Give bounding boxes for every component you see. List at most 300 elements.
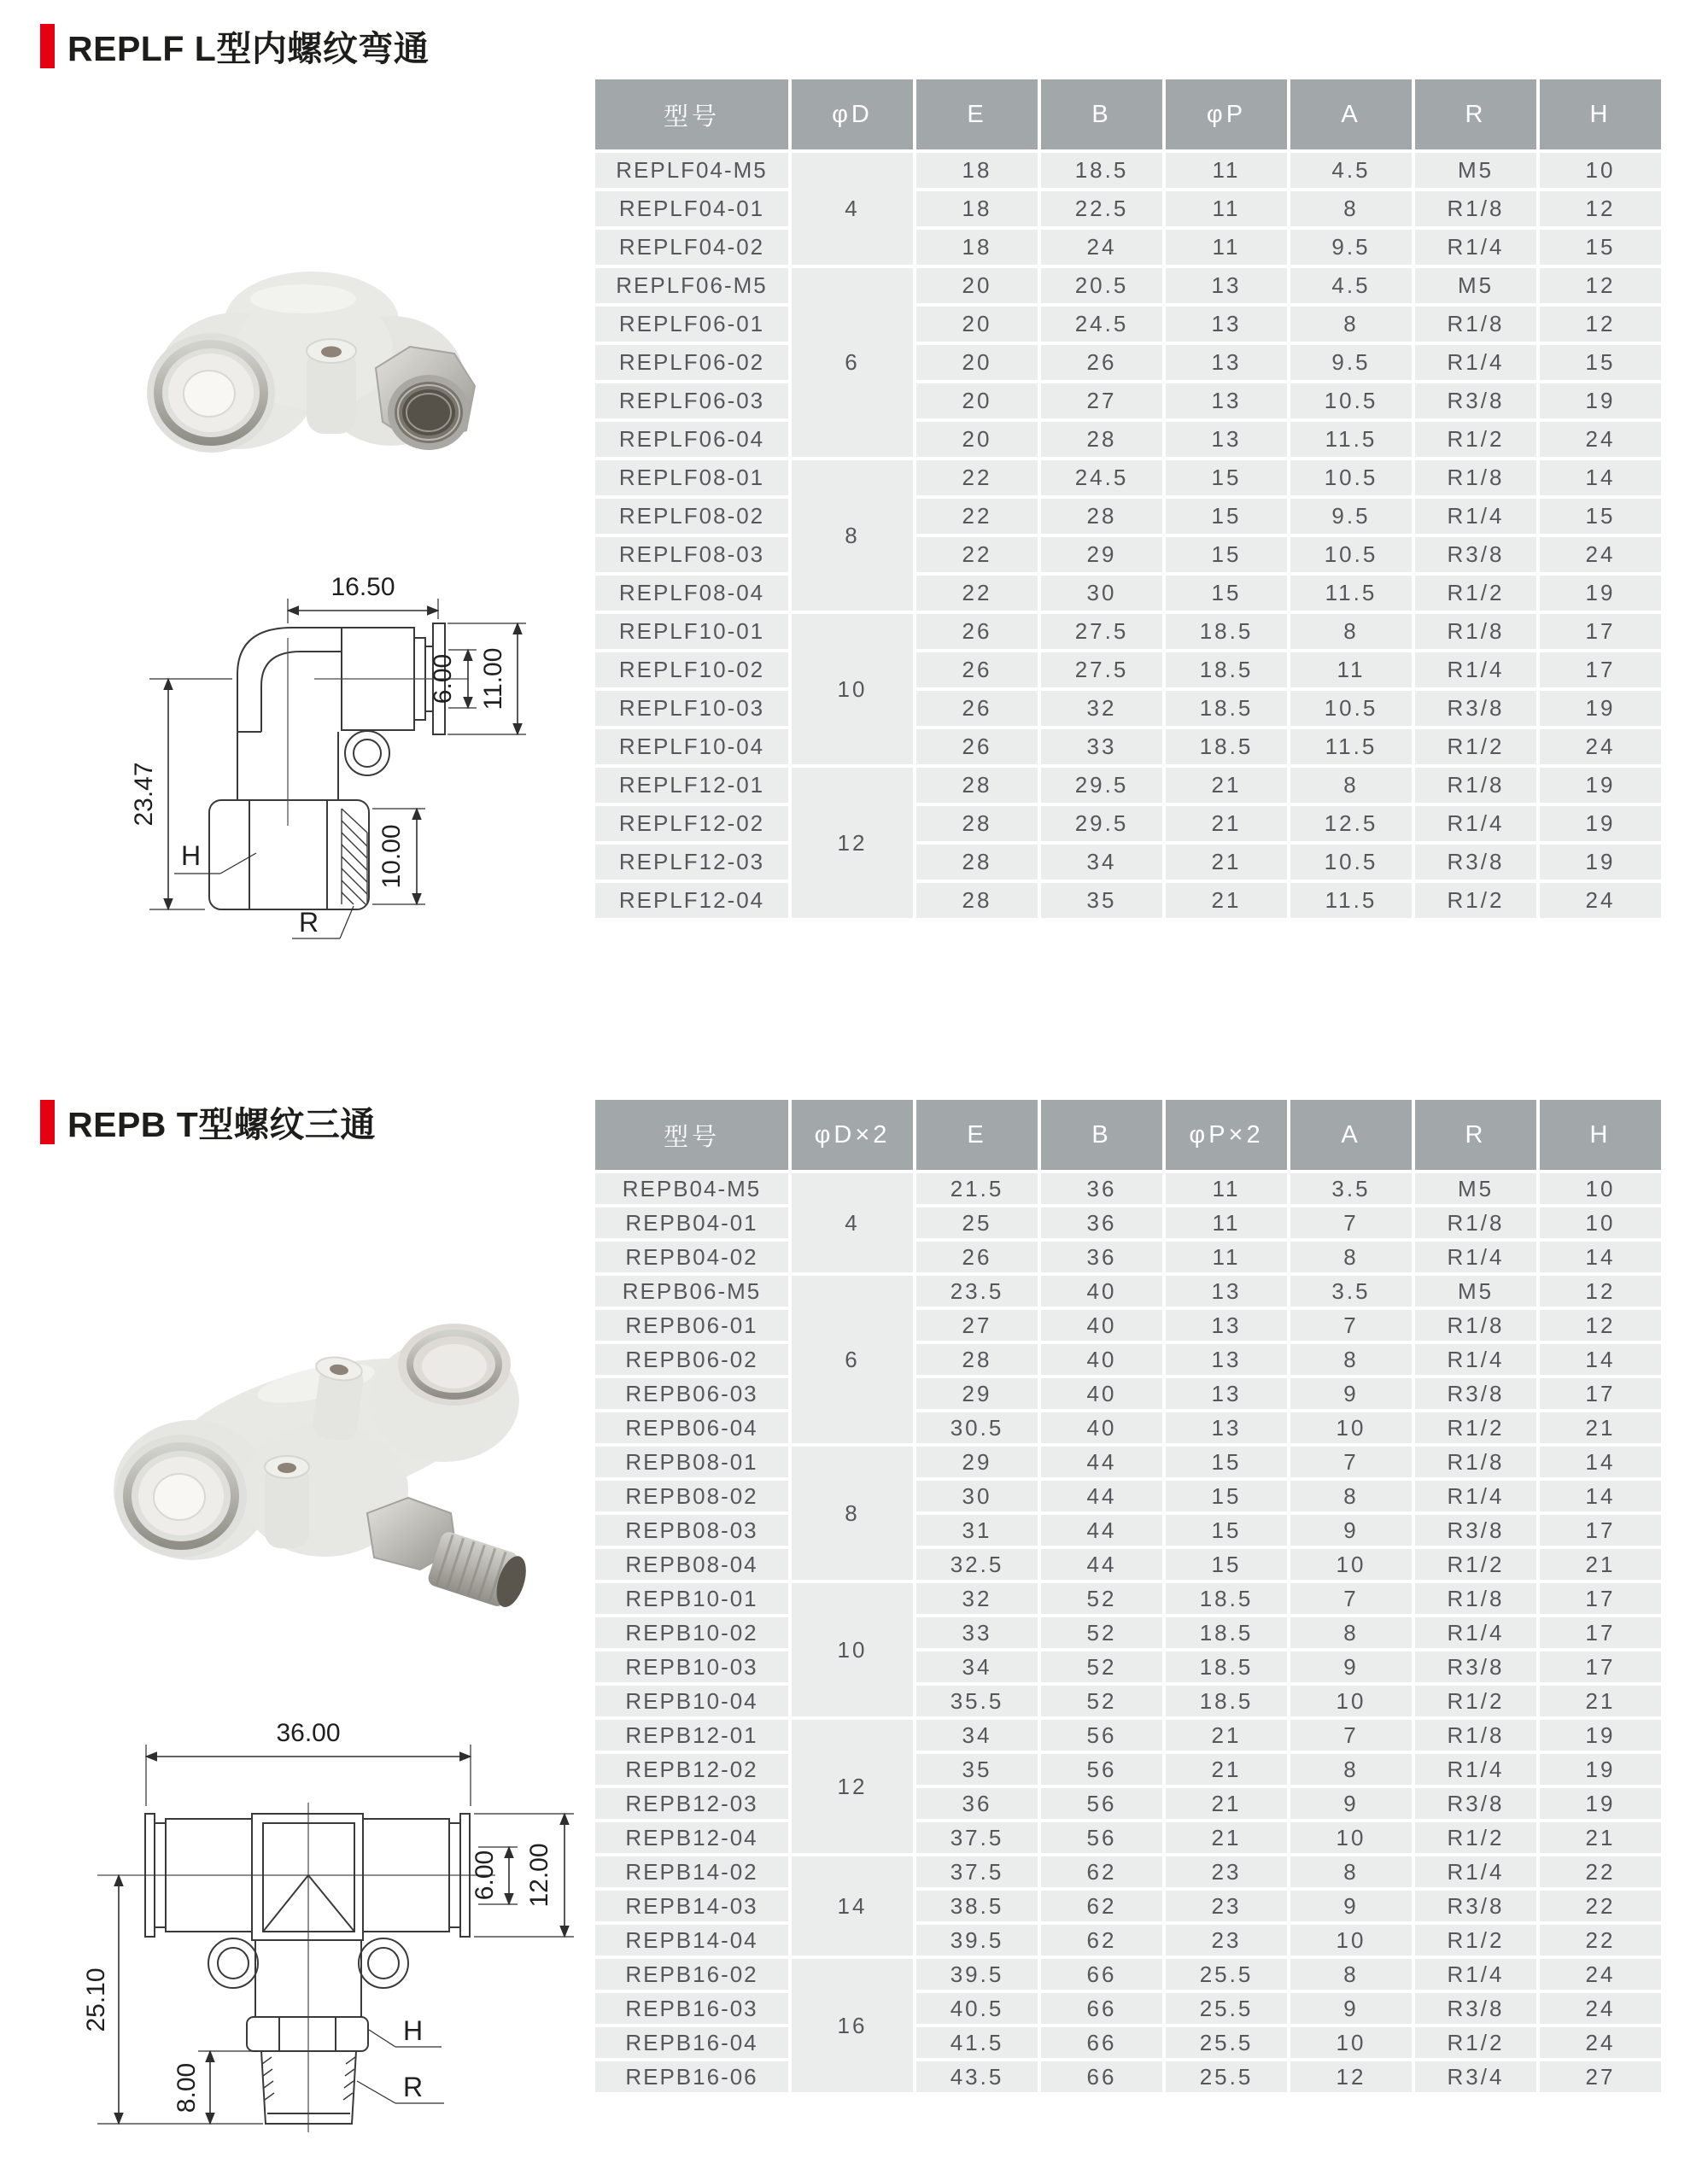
model-cell: REPB10-01 [595, 1583, 788, 1614]
value-cell: 20 [916, 422, 1038, 457]
model-cell: REPB12-04 [595, 1822, 788, 1853]
table-row [595, 1959, 1661, 1990]
value-cell: 25.5 [1166, 2027, 1287, 2058]
value-cell: R1/2 [1415, 729, 1536, 764]
value-cell: 11 [1166, 1242, 1287, 1272]
value-cell: 11.5 [1290, 576, 1412, 611]
table-row [595, 499, 1661, 534]
model-cell: REPLF12-01 [595, 768, 788, 803]
value-cell: R1/4 [1415, 1242, 1536, 1272]
value-cell: 20.5 [1041, 268, 1162, 303]
value-cell: 11 [1166, 1173, 1287, 1204]
column-header: A [1290, 79, 1412, 149]
value-cell: 17 [1540, 1515, 1661, 1546]
dimension-width [288, 573, 438, 623]
value-cell: 52 [1041, 1686, 1162, 1716]
value-cell: R3/8 [1415, 1515, 1536, 1546]
value-cell: 9.5 [1290, 230, 1412, 265]
value-cell: 18.5 [1166, 1617, 1287, 1648]
value-cell: M5 [1415, 1173, 1536, 1204]
model-cell: REPLF10-02 [595, 652, 788, 687]
model-cell: REPB14-03 [595, 1891, 788, 1921]
hex-label: H [181, 840, 202, 871]
table-row [595, 1207, 1661, 1238]
value-cell: 24 [1540, 1993, 1661, 2024]
model-cell: REPB12-01 [595, 1720, 788, 1751]
value-cell: 66 [1041, 2061, 1162, 2092]
value-cell: 15 [1166, 1549, 1287, 1580]
model-cell: REPB14-02 [595, 1856, 788, 1887]
column-header: R [1415, 79, 1536, 149]
value-cell: 20 [916, 307, 1038, 342]
value-cell: 11 [1166, 191, 1287, 226]
value-cell: 20 [916, 345, 1038, 380]
value-cell: 8 [1290, 307, 1412, 342]
value-cell: 17 [1540, 652, 1661, 687]
table-row [595, 1447, 1661, 1477]
value-cell: 21 [1166, 883, 1287, 918]
model-cell: REPLF06-04 [595, 422, 788, 457]
table-row [595, 1549, 1661, 1580]
table-row [595, 460, 1661, 495]
table-row [595, 729, 1661, 764]
table-row [595, 1754, 1661, 1785]
column-header: H [1540, 79, 1661, 149]
value-cell: 18.5 [1166, 691, 1287, 726]
value-cell: 35 [916, 1754, 1038, 1785]
table-row [595, 614, 1661, 649]
value-cell: 19 [1540, 383, 1661, 418]
value-cell: 15 [1166, 576, 1287, 611]
model-cell: REPB10-04 [595, 1686, 788, 1716]
dimension-label: 11.00 [479, 647, 507, 710]
value-cell: 40 [1041, 1378, 1162, 1409]
value-cell: 14 [1540, 1447, 1661, 1477]
table-row [595, 1822, 1661, 1853]
column-header: A [1290, 1100, 1412, 1170]
table-row [595, 1856, 1661, 1887]
value-cell: 9.5 [1290, 345, 1412, 380]
value-cell: 29 [1041, 537, 1162, 572]
value-cell: 12 [1540, 191, 1661, 226]
repb-spec-table [592, 1096, 1664, 2096]
value-cell: 40 [1041, 1412, 1162, 1443]
hex-flat-callout [174, 840, 256, 874]
diameter-group-cell: 16 [792, 1959, 913, 2092]
value-cell: 56 [1041, 1788, 1162, 1819]
value-cell: 40 [1041, 1344, 1162, 1375]
value-cell: R1/4 [1415, 345, 1536, 380]
value-cell: 28 [916, 806, 1038, 841]
value-cell: 3.5 [1290, 1173, 1412, 1204]
value-cell: 8 [1290, 1959, 1412, 1990]
value-cell: 18 [916, 153, 1038, 188]
value-cell: 9 [1290, 1651, 1412, 1682]
value-cell: 17 [1540, 614, 1661, 649]
value-cell: 7 [1290, 1207, 1412, 1238]
value-cell: 10 [1290, 2027, 1412, 2058]
value-cell: 9 [1290, 1378, 1412, 1409]
value-cell: 23 [1166, 1925, 1287, 1955]
table-header [595, 79, 1661, 149]
value-cell: 24 [1540, 883, 1661, 918]
value-cell: 10 [1290, 1686, 1412, 1716]
value-cell: 30.5 [916, 1412, 1038, 1443]
section-title-repb [40, 1096, 376, 1147]
value-cell: 14 [1540, 1242, 1661, 1272]
model-cell: REPB14-04 [595, 1925, 788, 1955]
value-cell: 27 [1041, 383, 1162, 418]
diameter-group-cell: 12 [792, 768, 913, 918]
model-cell: REPLF04-01 [595, 191, 788, 226]
value-cell: 7 [1290, 1720, 1412, 1751]
value-cell: 24 [1540, 537, 1661, 572]
title-accent-bar [40, 24, 55, 68]
top-port [398, 1324, 511, 1406]
value-cell: 52 [1041, 1617, 1162, 1648]
dimension-label: 10.00 [377, 824, 406, 889]
model-cell: REPLF06-01 [595, 307, 788, 342]
value-cell: 15 [1166, 1515, 1287, 1546]
value-cell: 24.5 [1041, 460, 1162, 495]
model-cell: REPLF12-03 [595, 845, 788, 880]
tee-outline [97, 1803, 495, 2132]
column-header: B [1041, 1100, 1162, 1170]
value-cell: 9 [1290, 1515, 1412, 1546]
dimension-thread-depth [372, 809, 425, 904]
value-cell: 23 [1166, 1891, 1287, 1921]
value-cell: R1/8 [1415, 1583, 1536, 1614]
table-row [595, 1378, 1661, 1409]
value-cell: R1/8 [1415, 1310, 1536, 1341]
value-cell: 62 [1041, 1856, 1162, 1887]
table-row [595, 153, 1661, 188]
value-cell: 13 [1166, 1378, 1287, 1409]
section-title-text: REPB T型螺纹三通 [67, 1105, 376, 1144]
replf-spec-table [592, 76, 1664, 921]
value-cell: 56 [1041, 1720, 1162, 1751]
value-cell: 7 [1290, 1583, 1412, 1614]
value-cell: 4.5 [1290, 268, 1412, 303]
model-cell: REPLF08-04 [595, 576, 788, 611]
value-cell: 15 [1166, 537, 1287, 572]
value-cell: 12 [1540, 1276, 1661, 1307]
value-cell: 18.5 [1166, 1686, 1287, 1716]
model-cell: REPLF10-01 [595, 614, 788, 649]
value-cell: 22 [916, 460, 1038, 495]
dimension-label: 6.00 [471, 1850, 499, 1901]
dimension-label: 36.00 [276, 1719, 341, 1747]
value-cell: 28 [916, 768, 1038, 803]
model-cell: REPLF12-04 [595, 883, 788, 918]
column-header: 型号 [595, 1100, 788, 1170]
value-cell: 24 [1540, 422, 1661, 457]
value-cell: 10 [1540, 153, 1661, 188]
model-cell: REPB16-02 [595, 1959, 788, 1990]
value-cell: 35.5 [916, 1686, 1038, 1716]
table-row [595, 1412, 1661, 1443]
table-row [595, 806, 1661, 841]
value-cell: 56 [1041, 1754, 1162, 1785]
value-cell: R1/2 [1415, 1925, 1536, 1955]
column-header: R [1415, 1100, 1536, 1170]
model-cell: REPB08-02 [595, 1481, 788, 1511]
table-row [595, 652, 1661, 687]
value-cell: 19 [1540, 1754, 1661, 1785]
value-cell: 18.5 [1166, 652, 1287, 687]
value-cell: R1/8 [1415, 307, 1536, 342]
value-cell: 21 [1166, 1788, 1287, 1819]
thread-label: R [403, 2072, 424, 2102]
model-cell: REPB16-03 [595, 1993, 788, 2024]
value-cell: 12 [1540, 1310, 1661, 1341]
table-row [595, 1993, 1661, 2024]
value-cell: 15 [1166, 499, 1287, 534]
value-cell: 22.5 [1041, 191, 1162, 226]
table-row [595, 268, 1661, 303]
value-cell: R3/8 [1415, 537, 1536, 572]
product-photo-elbow [120, 229, 495, 494]
value-cell: 3.5 [1290, 1276, 1412, 1307]
value-cell: 14 [1540, 460, 1661, 495]
value-cell: 13 [1166, 1276, 1287, 1307]
value-cell: R1/4 [1415, 1481, 1536, 1511]
value-cell: R3/8 [1415, 1788, 1536, 1819]
table-row [595, 2027, 1661, 2058]
value-cell: 13 [1166, 1412, 1287, 1443]
value-cell: 15 [1166, 460, 1287, 495]
value-cell: 11 [1166, 1207, 1287, 1238]
value-cell: 12.5 [1290, 806, 1412, 841]
value-cell: 21 [1540, 1412, 1661, 1443]
value-cell: 9.5 [1290, 499, 1412, 534]
value-cell: 25 [916, 1207, 1038, 1238]
column-header: E [916, 79, 1038, 149]
value-cell: 40 [1041, 1310, 1162, 1341]
diameter-group-cell: 10 [792, 614, 913, 764]
value-cell: R1/4 [1415, 1344, 1536, 1375]
technical-drawing-tee [68, 1695, 598, 2160]
value-cell: 22 [1540, 1925, 1661, 1955]
model-cell: REPB16-04 [595, 2027, 788, 2058]
value-cell: R1/4 [1415, 1617, 1536, 1648]
table-row [595, 1583, 1661, 1614]
value-cell: 23.5 [916, 1276, 1038, 1307]
value-cell: 32.5 [916, 1549, 1038, 1580]
value-cell: 28 [1041, 422, 1162, 457]
value-cell: R3/8 [1415, 1993, 1536, 2024]
model-cell: REPB06-03 [595, 1378, 788, 1409]
value-cell: R1/4 [1415, 806, 1536, 841]
thread-callout [292, 906, 354, 938]
table-row [595, 1276, 1661, 1307]
value-cell: 18.5 [1041, 153, 1162, 188]
value-cell: 27 [1540, 2061, 1661, 2092]
model-cell: REPB06-04 [595, 1412, 788, 1443]
table-row [595, 1173, 1661, 1204]
model-cell: REPLF08-02 [595, 499, 788, 534]
value-cell: 21 [1540, 1822, 1661, 1853]
value-cell: 66 [1041, 1959, 1162, 1990]
table-row [595, 1925, 1661, 1955]
value-cell: 21 [1540, 1686, 1661, 1716]
value-cell: 17 [1540, 1617, 1661, 1648]
table-body [595, 1173, 1661, 2092]
table-row [595, 1515, 1661, 1546]
value-cell: 10 [1290, 1412, 1412, 1443]
value-cell: 13 [1166, 307, 1287, 342]
table-row [595, 768, 1661, 803]
value-cell: R1/2 [1415, 1686, 1536, 1716]
value-cell: R3/4 [1415, 2061, 1536, 2092]
value-cell: 39.5 [916, 1959, 1038, 1990]
value-cell: R1/4 [1415, 1754, 1536, 1785]
value-cell: 4.5 [1290, 153, 1412, 188]
value-cell: 66 [1041, 2027, 1162, 2058]
value-cell: 39.5 [916, 1925, 1038, 1955]
value-cell: 11 [1166, 230, 1287, 265]
value-cell: R1/4 [1415, 1856, 1536, 1887]
column-header: B [1041, 79, 1162, 149]
value-cell: 17 [1540, 1583, 1661, 1614]
model-cell: REPB06-01 [595, 1310, 788, 1341]
diameter-group-cell: 14 [792, 1856, 913, 1955]
model-cell: REPLF04-M5 [595, 153, 788, 188]
value-cell: 30 [1041, 576, 1162, 611]
value-cell: 8 [1290, 1242, 1412, 1272]
model-cell: REPB16-06 [595, 2061, 788, 2092]
release-sleeve-center [265, 1456, 309, 1548]
value-cell: 17 [1540, 1378, 1661, 1409]
value-cell: 23 [1166, 1856, 1287, 1887]
value-cell: R3/8 [1415, 691, 1536, 726]
table-row [595, 1651, 1661, 1682]
value-cell: 21 [1166, 1720, 1287, 1751]
model-cell: REPB06-02 [595, 1344, 788, 1375]
value-cell: 27.5 [1041, 652, 1162, 687]
value-cell: 30 [916, 1481, 1038, 1511]
value-cell: 34 [916, 1720, 1038, 1751]
dimension-label: 8.00 [173, 2062, 201, 2113]
hex-label: H [403, 2015, 424, 2046]
value-cell: 10.5 [1290, 691, 1412, 726]
table-row [595, 1310, 1661, 1341]
value-cell: 25.5 [1166, 2061, 1287, 2092]
thread-section-hatch [342, 809, 367, 904]
metal-male-thread [367, 1498, 532, 1612]
value-cell: 15 [1166, 1447, 1287, 1477]
value-cell: 28 [916, 1344, 1038, 1375]
value-cell: 24 [1540, 729, 1661, 764]
value-cell: 22 [916, 576, 1038, 611]
value-cell: 44 [1041, 1447, 1162, 1477]
value-cell: R1/2 [1415, 1412, 1536, 1443]
dimension-label: 16.50 [330, 573, 395, 601]
value-cell: 10.5 [1290, 845, 1412, 880]
value-cell: 66 [1041, 1993, 1162, 2024]
value-cell: 36 [1041, 1207, 1162, 1238]
value-cell: 15 [1540, 499, 1661, 534]
value-cell: 18.5 [1166, 614, 1287, 649]
value-cell: 19 [1540, 845, 1661, 880]
diameter-group-cell: 4 [792, 153, 913, 265]
table-row [595, 422, 1661, 457]
value-cell: M5 [1415, 1276, 1536, 1307]
value-cell: 22 [1540, 1891, 1661, 1921]
model-cell: REPB04-02 [595, 1242, 788, 1272]
value-cell: R3/8 [1415, 383, 1536, 418]
value-cell: 24 [1041, 230, 1162, 265]
value-cell: 31 [916, 1515, 1038, 1546]
table-row [595, 1617, 1661, 1648]
section-title-text: REPLF L型内螺纹弯通 [67, 29, 430, 68]
value-cell: 7 [1290, 1310, 1412, 1341]
table-row [595, 1686, 1661, 1716]
table-row [595, 230, 1661, 265]
value-cell: R1/8 [1415, 460, 1536, 495]
dimension-thread-length [173, 2051, 258, 2124]
thread-label: R [299, 907, 319, 938]
value-cell: R1/2 [1415, 422, 1536, 457]
value-cell: 22 [916, 537, 1038, 572]
value-cell: 13 [1166, 345, 1287, 380]
value-cell: 8 [1290, 1481, 1412, 1511]
value-cell: 26 [1041, 345, 1162, 380]
model-cell: REPLF08-03 [595, 537, 788, 572]
diameter-group-cell: 10 [792, 1583, 913, 1716]
value-cell: 36 [916, 1788, 1038, 1819]
dimension-bore [471, 1847, 518, 1904]
value-cell: 20 [916, 268, 1038, 303]
model-cell: REPB10-02 [595, 1617, 788, 1648]
value-cell: 14 [1540, 1481, 1661, 1511]
model-cell: REPB08-03 [595, 1515, 788, 1546]
value-cell: 37.5 [916, 1856, 1038, 1887]
value-cell: 20 [916, 383, 1038, 418]
column-header: φP [1166, 79, 1287, 149]
value-cell: 13 [1166, 268, 1287, 303]
model-cell: REPLF06-03 [595, 383, 788, 418]
value-cell: 14 [1540, 1344, 1661, 1375]
value-cell: 18 [916, 191, 1038, 226]
model-cell: REPB10-03 [595, 1651, 788, 1682]
value-cell: 19 [1540, 1720, 1661, 1751]
value-cell: 10.5 [1290, 383, 1412, 418]
value-cell: 27 [916, 1310, 1038, 1341]
column-header: φD [792, 79, 913, 149]
value-cell: 21.5 [916, 1173, 1038, 1204]
value-cell: 11 [1290, 652, 1412, 687]
model-cell: REPB06-M5 [595, 1276, 788, 1307]
model-cell: REPLF04-02 [595, 230, 788, 265]
value-cell: 8 [1290, 1617, 1412, 1648]
value-cell: 10 [1290, 1925, 1412, 1955]
table-row [595, 1242, 1661, 1272]
dimension-label: 23.47 [130, 762, 158, 827]
value-cell: 44 [1041, 1481, 1162, 1511]
model-cell: REPLF08-01 [595, 460, 788, 495]
model-cell: REPB04-M5 [595, 1173, 788, 1204]
value-cell: 56 [1041, 1822, 1162, 1853]
value-cell: 10 [1290, 1549, 1412, 1580]
value-cell: M5 [1415, 153, 1536, 188]
model-cell: REPB08-01 [595, 1447, 788, 1477]
value-cell: 25.5 [1166, 1959, 1287, 1990]
value-cell: 11 [1166, 153, 1287, 188]
value-cell: R1/4 [1415, 1959, 1536, 1990]
value-cell: 36 [1041, 1242, 1162, 1272]
value-cell: 24.5 [1041, 307, 1162, 342]
